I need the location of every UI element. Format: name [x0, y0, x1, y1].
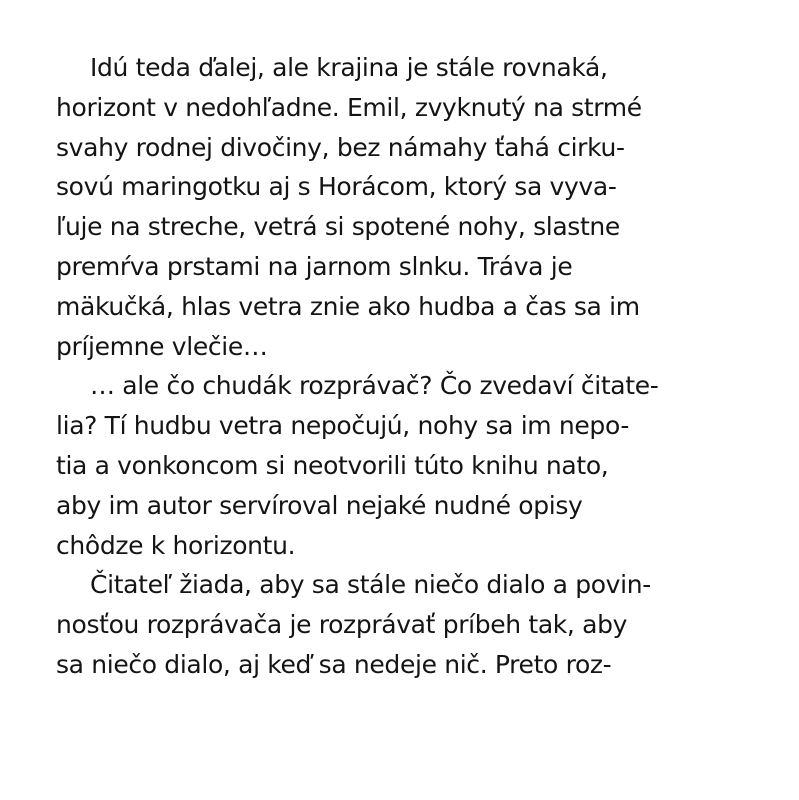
text-line: ľuje na streche, vetrá si spotené nohy, slastne: [56, 212, 620, 242]
text-line: sa niečo dialo, aj keď sa nedeje nič. Preto roz-: [56, 649, 612, 679]
text-line: mäkučká, hlas vetra znie ako hudba a čas sa im: [56, 291, 640, 321]
text-line: nosťou rozprávača je rozprávať príbeh tak, aby: [56, 610, 628, 640]
text-line: svahy rodnej divočiny, bez námahy ťahá cirku-: [56, 132, 625, 162]
text-line: sovú maringotku aj s Horácom, ktorý sa vyva-: [56, 172, 617, 202]
text-line: horizont v nedohľadne. Emil, zvyknutý na strmé: [56, 92, 642, 122]
text-line: Čitateľ žiada, aby sa stále niečo dialo a povin-: [90, 570, 651, 600]
body-text: [56, 48, 756, 685]
paragraph-2: [56, 366, 756, 565]
text-line: Idú teda ďalej, ale krajina je stále rovnaká,: [90, 53, 608, 82]
text-line: chôdze k horizontu.: [56, 530, 296, 560]
text-line: … ale čo chudák rozprávač? Čo zvedaví čitate-: [90, 371, 659, 401]
paragraph-3: [56, 565, 756, 684]
text-line: príjemne vlečie…: [56, 331, 268, 361]
text-line: lia? Tí hudbu vetra nepočujú, nohy sa im nepo-: [56, 411, 630, 441]
text-line: tia a vonkoncom si neotvorili túto knihu nato,: [56, 450, 609, 480]
paragraph-1: [56, 48, 756, 366]
text-line: aby im autor servíroval nejaké nudné opisy: [56, 490, 583, 520]
text-line: premŕva prstami na jarnom slnku. Tráva je: [56, 251, 573, 281]
